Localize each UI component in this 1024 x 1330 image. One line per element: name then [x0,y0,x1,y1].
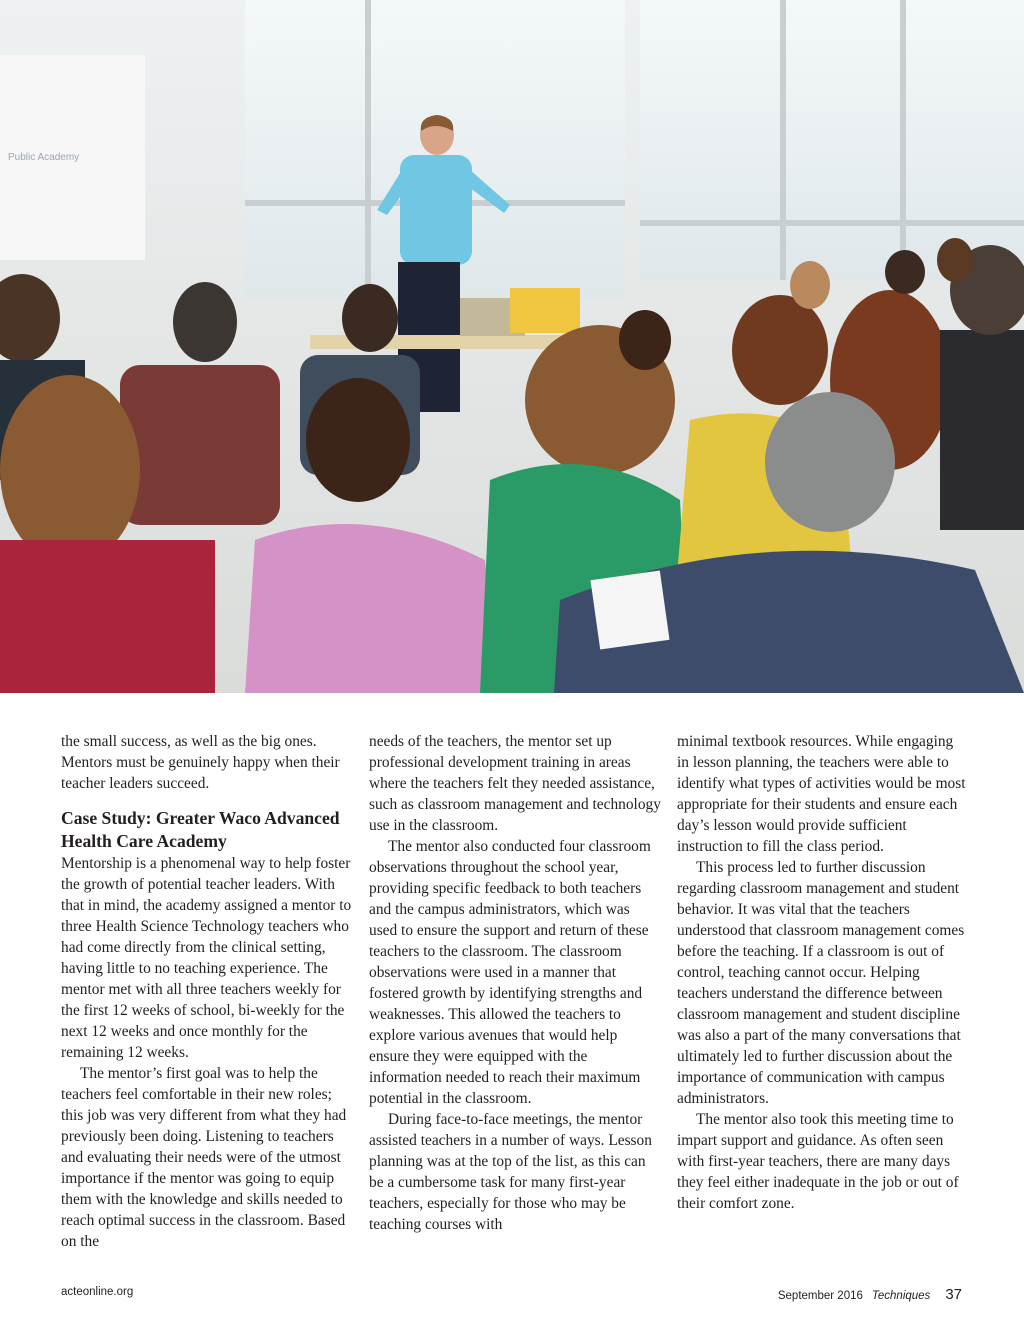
paragraph: minimal textbook resources. While engaging in lesson planning, the teachers were able to identify what types of activities would be most appropriate for their students and ensure each day’s lesson would provide sufficient instruction to fill the class period. [677,733,966,855]
footer-magazine: Techniques [871,1290,931,1302]
window-right [640,0,1024,280]
page-number: 37 [945,1286,962,1303]
footer-website[interactable]: acteonline.org [61,1286,134,1298]
paragraph: During face-to-face meetings, the mentor assisted teachers in a number of ways. Lesson planning was at the top of the list, as this can be a cumbersome task for many first-year teachers, especially for those who may be teaching courses with [369,1111,652,1233]
footer-date: September 2016 [777,1290,863,1302]
paragraph: needs of the teachers, the mentor set up professional development training in areas where the teachers felt they needed assistance, such as classroom management and technology use in the classroom. [369,733,661,834]
paragraph: The mentor also conducted four classroom observations throughout the school year, providing specific feedback to both teachers and the campus administrators, which was used to ensure the support and return of these teachers to the classroom. The classroom observations were used in a manner that fostered growth by identifying strengths and weaknesses. This allowed the teachers to explore various avenues that would help ensure they were equipped with the information needed to reach their maximum potential in the classroom. [369,838,651,1107]
paragraph: the small success, as well as the big ones. Mentors must be genuinely happy when their teacher leaders succeed. [61,733,340,792]
paragraph: The mentor also took this meeting time to impart support and guidance. As often seen with first-year teachers, there are many days they feel either inadequate in the job or out of their comfort zone. [677,1111,959,1212]
text-column-3 [677,731,969,1214]
section-heading: Case Study: Greater Waco Advanced Health Care Academy [61,808,340,851]
projector-screen [0,55,145,260]
paragraph: This process led to further discussion regarding classroom management and student behavior. It was vital that the teachers understood that classroom management comes before the teaching. If a classroom is out of control, teaching cannot occur. Helping teachers understand the difference between classroom management and student discipline was also a part of the many conversations that ultimately led to further discussion about the importance of communication with campus administrators. [677,859,965,1107]
footer-folio [778,1286,962,1303]
svg-text:Public Academy: Public Academy [8,152,80,163]
text-column-2 [369,731,661,1235]
text-column-1 [61,731,353,1252]
paragraph: Mentorship is a phenomenal way to help foster the growth of potential teacher leaders. With that in mind, the academy assigned a mentor to three Health Science Technology teachers who had come directly from the clinical setting, having little to no teaching experience. The mentor met with all three teachers weekly for the first 12 weeks of school, bi-weekly for the next 12 weeks and once monthly for the remaining 12 weeks. [61,855,352,1061]
paragraph: The mentor’s first goal was to help the teachers feel comfortable in their new roles; this job was very different from what they had previously been doing. Listening to teachers and evaluating their needs were of the utmost importance if the mentor was going to equip them with the knowledge and skills needed to reach optimal success in the classroom. Based on the [61,1065,347,1250]
